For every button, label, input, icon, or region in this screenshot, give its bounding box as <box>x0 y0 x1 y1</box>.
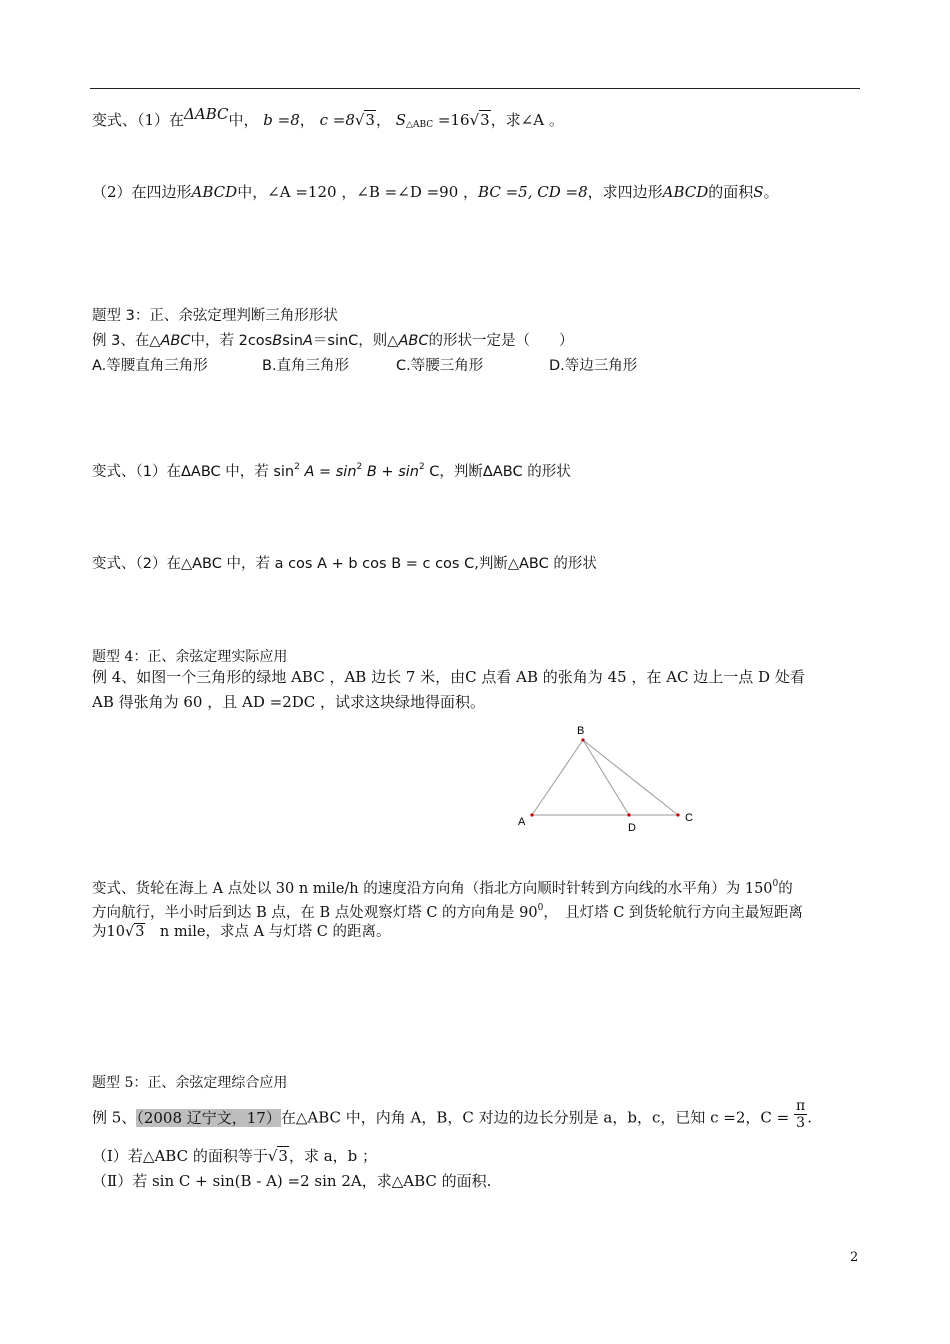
variant-2-line <box>92 182 779 202</box>
period: 。 <box>763 183 779 201</box>
section-3-title: 题型 3：正、余弦定理判断三角形形状 <box>92 308 338 324</box>
variant-4-line-2 <box>92 898 803 923</box>
radicand: 3 <box>135 924 145 940</box>
variant-4-line-1 <box>92 874 793 899</box>
variant-2-prefix: （2）在四边形 <box>92 183 192 201</box>
var1-b: B + sin <box>362 464 419 480</box>
page-number: 2 <box>850 1250 859 1265</box>
side-ab <box>532 740 583 815</box>
triangle-abc: ABC <box>398 333 429 349</box>
header-rule <box>90 88 860 89</box>
example-5-part-1: （Ⅰ）若△ABC 的面积等于√3，求 a，b ； <box>92 1147 378 1165</box>
comma: ， <box>375 111 391 129</box>
section-4-title: 题型 4：正、余弦定理实际应用 <box>92 649 288 665</box>
triangle-abc: ABC <box>160 333 191 349</box>
denominator: 3 <box>796 1115 806 1131</box>
period: . <box>807 1108 812 1127</box>
area-value: =16 <box>437 111 470 129</box>
area-subscript: △ABC <box>406 120 434 130</box>
option-b: B.直角三角形 <box>262 358 350 374</box>
variant-4-text: ， 且灯塔 C 到货轮航行方向主最短距离 <box>543 905 803 921</box>
example-5-prefix: 例 5、 <box>92 1108 137 1127</box>
degree: 0 <box>772 879 779 889</box>
example-5-body: 在△ABC 中，内角 A，B，C 对边的边长分别是 a，b，c，已知 c =2，C = <box>280 1108 790 1127</box>
quad-abcd: ABCD <box>191 183 238 201</box>
part-1-text: ，求 a，b ； <box>288 1147 378 1165</box>
example-3-post: ＝sinC，则△ <box>312 333 399 349</box>
side-bc <box>583 740 678 815</box>
text-qiu: ，求四边形 <box>587 183 663 201</box>
point-c <box>676 813 679 816</box>
label-b: B <box>577 725 585 737</box>
example-3-cond: 中，若 2cos <box>190 333 273 349</box>
section-5-title: 题型 5：正、余弦定理综合应用 <box>92 1075 288 1091</box>
c-radicand: 3 <box>365 111 375 129</box>
label-c: C <box>685 812 693 824</box>
var1-a: A = sin <box>299 464 357 480</box>
b-value: b =8 <box>263 111 300 129</box>
variant-4-text: 为10 <box>92 924 125 940</box>
variant-4-line-3: 为10√3 n mile，求点 A 与灯塔 C 的距离。 <box>92 924 391 940</box>
exponent: 2 <box>294 462 300 472</box>
label-d: D <box>628 822 636 834</box>
point-a <box>530 813 533 816</box>
variant-4-text: 方向航行，半小时后到达 B 点，在 B 点处观察灯塔 C 的方向角是 90 <box>92 905 538 921</box>
option-d: D.等边三角形 <box>549 358 638 374</box>
comma: ， <box>299 111 315 129</box>
side-lengths: BC =5, CD =8 <box>478 183 588 201</box>
fraction-pi-over-3 <box>794 1098 807 1131</box>
sin-text: sin <box>282 333 303 349</box>
var-b: B <box>272 333 283 349</box>
option-c: C.等腰三角形 <box>396 358 484 374</box>
variant-1-end: ，求∠A 。 <box>490 111 564 129</box>
variant-4-text: 变式、货轮在海上 A 点处以 30 n mile/h 的速度沿方向角（指北方向顺时针转到方向线的水平角）为 150 <box>92 881 773 897</box>
variant-3-2-line: 变式、（2）在△ABC 中，若 a cos A + b cos B = c cos C,判断△ABC 的形状 <box>92 556 597 572</box>
variant-1-line: 变式、（1）在ΔABC中， b =8， c =8√3， $S_{\triangle ABC} =16√3$，求∠A 。 <box>92 105 564 130</box>
example-3-line <box>92 331 573 351</box>
numerator: π <box>796 1098 806 1114</box>
triangle-abc: ΔABC <box>184 105 229 123</box>
variant-1-prefix: 变式、（1）在 <box>92 111 185 129</box>
variant-3-1-prefix: 变式、（1）在ΔABC 中，若 sin <box>92 464 295 480</box>
text-zhong: 中， <box>228 111 259 129</box>
triangle-figure <box>505 718 705 838</box>
c-value: c =8 <box>319 111 355 129</box>
label-a: A <box>518 816 526 828</box>
degree: 0 <box>537 903 544 913</box>
variant-4-text: 的 <box>778 881 793 897</box>
segment-bd <box>583 740 629 815</box>
exponent: 2 <box>356 462 363 472</box>
point-b <box>581 738 584 741</box>
example-5-part-2: （Ⅱ）若 sin C + sin(B - A) =2 sin 2A，求△ABC 的面积. <box>92 1172 492 1190</box>
var1-c: C，判断ΔABC 的形状 <box>424 464 571 480</box>
example-4-line-1: 例 4、如图一个三角形的绿地 ABC ，AB 边长 7 米，由C 点看 AB 的张角为 45 ，在 AC 边上一点 D 处看 <box>92 668 805 686</box>
example-3-end: 的形状一定是（ ） <box>428 333 574 349</box>
variant-4-text: n mile，求点 A 与灯塔 C 的距离。 <box>145 924 391 940</box>
example-4-line-2: AB 得张角为 60 ，且 AD =2DC ，试求这块绿地得面积。 <box>92 693 486 711</box>
source-highlight: （2008 辽宁文，17） <box>136 1108 281 1127</box>
radicand: 3 <box>278 1147 288 1165</box>
example-3-prefix: 例 3、在△ <box>92 333 161 349</box>
area-s: S <box>753 183 764 201</box>
variant-3-1-line <box>92 457 571 482</box>
point-d <box>627 813 630 816</box>
exponent: 2 <box>418 462 425 472</box>
part-1-text: （Ⅰ）若△ABC 的面积等于 <box>92 1147 268 1165</box>
var-a: A <box>302 333 313 349</box>
example-5-line <box>92 1098 812 1131</box>
option-a: A.等腰直角三角形 <box>92 358 208 374</box>
angle-conditions: 中，∠A =120 ，∠B =∠D =90 ， <box>237 183 479 201</box>
area-radicand: 3 <box>480 111 490 129</box>
text-area: 的面积 <box>708 183 754 201</box>
area-symbol: S <box>395 111 407 129</box>
quad-abcd: ABCD <box>662 183 709 201</box>
